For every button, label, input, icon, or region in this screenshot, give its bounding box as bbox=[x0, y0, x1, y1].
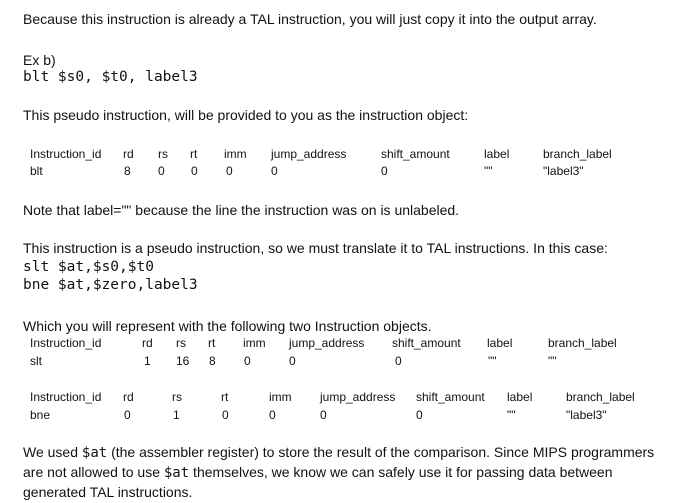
header-instruction-id: Instruction_id bbox=[30, 336, 102, 350]
header-imm: imm bbox=[243, 336, 266, 350]
tal-code-line-2: bne $at,$zero,label3 bbox=[23, 277, 198, 293]
header-instruction-id: Instruction_id bbox=[30, 390, 102, 404]
cell-imm: 0 bbox=[244, 354, 251, 368]
header-branch-label: branch_label bbox=[566, 390, 635, 404]
cell-shift-amount: 0 bbox=[395, 354, 402, 368]
cell-jump-address: 0 bbox=[271, 164, 278, 178]
header-rt: rt bbox=[208, 336, 216, 350]
cell-instruction-id: blt bbox=[30, 164, 43, 178]
cell-label: "" bbox=[507, 408, 516, 422]
header-branch-label: branch_label bbox=[548, 336, 617, 350]
header-shift-amount: shift_amount bbox=[416, 390, 485, 404]
cell-branch-label: "label3" bbox=[543, 164, 584, 178]
cell-imm: 0 bbox=[269, 408, 276, 422]
final-text-part-1: We used bbox=[23, 444, 82, 460]
final-paragraph bbox=[23, 443, 663, 502]
cell-shift-amount: 0 bbox=[381, 164, 388, 178]
header-rt: rt bbox=[190, 147, 198, 161]
header-rt: rt bbox=[221, 390, 229, 404]
header-label: label bbox=[484, 147, 510, 161]
cell-imm: 0 bbox=[226, 164, 233, 178]
header-jump-address: jump_address bbox=[320, 390, 396, 404]
cell-rs: 0 bbox=[158, 164, 165, 178]
header-rd: rd bbox=[123, 390, 134, 404]
cell-rt: 8 bbox=[209, 354, 216, 368]
note-text: Note that label="" because the line the instruction was on is unlabeled. bbox=[23, 202, 460, 218]
pseudo-intro-text: This pseudo instruction, will be provided to you as the instruction object: bbox=[23, 107, 469, 123]
final-text-part-3: themselves, we know we can safely use it for passing data between generated TAL instructions. bbox=[23, 464, 613, 500]
cell-jump-address: 0 bbox=[320, 408, 327, 422]
cell-label: "" bbox=[484, 164, 493, 178]
cell-instruction-id: bne bbox=[30, 408, 51, 422]
cell-branch-label: "label3" bbox=[566, 408, 607, 422]
cell-rs: 16 bbox=[176, 354, 190, 368]
cell-rt: 0 bbox=[191, 164, 198, 178]
final-code-at-2: $at bbox=[163, 465, 190, 481]
cell-shift-amount: 0 bbox=[416, 408, 423, 422]
final-code-at-1: $at bbox=[81, 445, 108, 461]
cell-rd: 0 bbox=[124, 408, 131, 422]
example-code: blt $s0, $t0, label3 bbox=[23, 69, 198, 85]
header-label: label bbox=[487, 336, 513, 350]
header-rs: rs bbox=[172, 390, 182, 404]
header-branch-label: branch_label bbox=[543, 147, 612, 161]
cell-label: "" bbox=[488, 354, 497, 368]
header-shift-amount: shift_amount bbox=[381, 147, 450, 161]
header-rd: rd bbox=[142, 336, 153, 350]
header-rs: rs bbox=[158, 147, 168, 161]
cell-rd: 8 bbox=[124, 164, 131, 178]
example-label: Ex b) bbox=[23, 52, 56, 68]
header-imm: imm bbox=[224, 147, 247, 161]
final-text-part-2: (the assembler register) to store the result of the comparison. Since MIPS programmers are not allowed to use bbox=[23, 444, 655, 480]
cell-instruction-id: slt bbox=[30, 354, 42, 368]
header-shift-amount: shift_amount bbox=[392, 336, 461, 350]
cell-rt: 0 bbox=[222, 408, 229, 422]
cell-jump-address: 0 bbox=[289, 354, 296, 368]
cell-rd: 1 bbox=[144, 354, 151, 368]
tal-code-line-1: slt $at,$s0,$t0 bbox=[23, 259, 154, 275]
header-rd: rd bbox=[123, 147, 134, 161]
cell-rs: 1 bbox=[173, 408, 180, 422]
represent-text: Which you will represent with the following two Instruction objects. bbox=[23, 318, 432, 334]
intro-text: Because this instruction is already a TAL instruction, you will just copy it into the output array. bbox=[23, 11, 597, 27]
translate-text: This instruction is a pseudo instruction, so we must translate it to TAL instructions. In this case: bbox=[23, 240, 608, 256]
header-jump-address: jump_address bbox=[271, 147, 347, 161]
header-jump-address: jump_address bbox=[289, 336, 365, 350]
cell-branch-label: "" bbox=[548, 354, 557, 368]
header-imm: imm bbox=[269, 390, 292, 404]
header-label: label bbox=[507, 390, 533, 404]
header-rs: rs bbox=[176, 336, 186, 350]
header-instruction-id: Instruction_id bbox=[30, 147, 102, 161]
